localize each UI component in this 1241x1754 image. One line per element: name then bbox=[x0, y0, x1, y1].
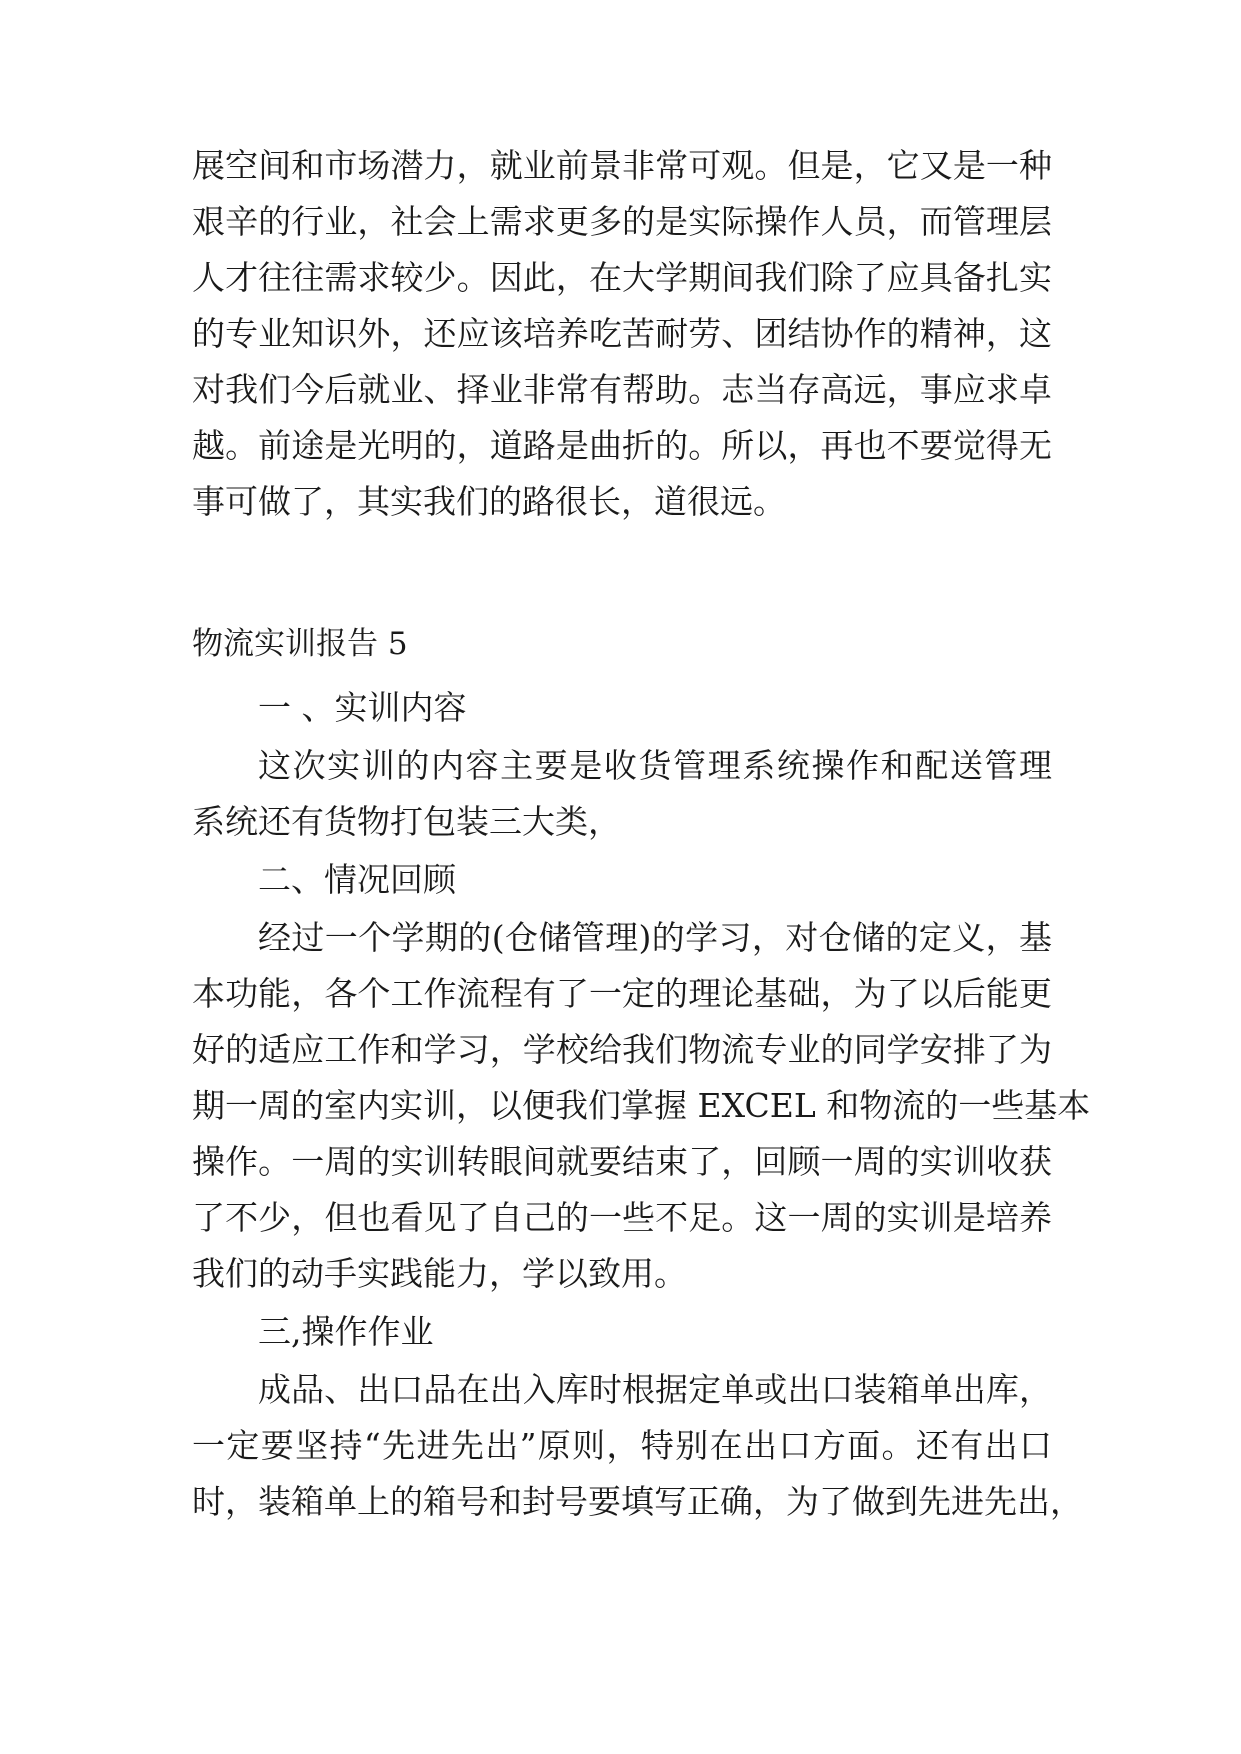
paragraph-line: 本功能，各个工作流程有了一定的理论基础，为了以后能更 bbox=[192, 974, 1052, 1013]
paragraph-line: 我们的动手实践能力，学以致用。 bbox=[192, 1254, 687, 1293]
paragraph-line: 操作。一周的实训转眼间就要结束了，回顾一周的实训收获 bbox=[192, 1142, 1052, 1181]
paragraph-line: 经过一个学期的(仓储管理)的学习，对仓储的定义，基 bbox=[258, 918, 1052, 957]
section-title: 物流实训报告 5 bbox=[192, 626, 408, 662]
paragraph-line: 成品、出口品在出入库时根据定单或出口装箱单出库， bbox=[258, 1370, 1052, 1409]
paragraph-line: 展空间和市场潜力，就业前景非常可观。但是，它又是一种 bbox=[192, 146, 1052, 185]
paragraph-line: 时，装箱单上的箱号和封号要填写正确，为了做到先进先出， bbox=[192, 1482, 1083, 1521]
paragraph-line: 事可做了，其实我们的路很长，道很远。 bbox=[192, 482, 786, 521]
paragraph-line: 人才往往需求较少。因此，在大学期间我们除了应具备扎实 bbox=[192, 258, 1052, 297]
paragraph-line: 系统还有货物打包装三大类， bbox=[192, 802, 621, 841]
paragraph-line: 艰辛的行业，社会上需求更多的是实际操作人员，而管理层 bbox=[192, 202, 1052, 241]
paragraph-line: 的专业知识外，还应该培养吃苦耐劳、团结协作的精神，这 bbox=[192, 314, 1052, 353]
paragraph-line: 一定要坚持“先进先出”原则，特别在出口方面。还有出口 bbox=[192, 1426, 1052, 1465]
paragraph-line: 越。前途是光明的，道路是曲折的。所以，再也不要觉得无 bbox=[192, 426, 1052, 465]
paragraph-line: 对我们今后就业、择业非常有帮助。志当存高远，事应求卓 bbox=[192, 370, 1052, 409]
paragraph-line: 了不少，但也看见了自己的一些不足。这一周的实训是培养 bbox=[192, 1198, 1052, 1237]
paragraph-line: 期一周的室内实训，以便我们掌握 EXCEL 和物流的一些基本 bbox=[192, 1086, 1091, 1125]
paragraph-line: 这次实训的内容主要是收货管理系统操作和配送管理 bbox=[258, 746, 1052, 785]
heading-content: 一 、实训内容 bbox=[258, 688, 467, 727]
heading-operations: 三,操作作业 bbox=[258, 1312, 434, 1351]
heading-review: 二、情况回顾 bbox=[258, 860, 456, 899]
paragraph-line: 好的适应工作和学习，学校给我们物流专业的同学安排了为 bbox=[192, 1030, 1052, 1069]
